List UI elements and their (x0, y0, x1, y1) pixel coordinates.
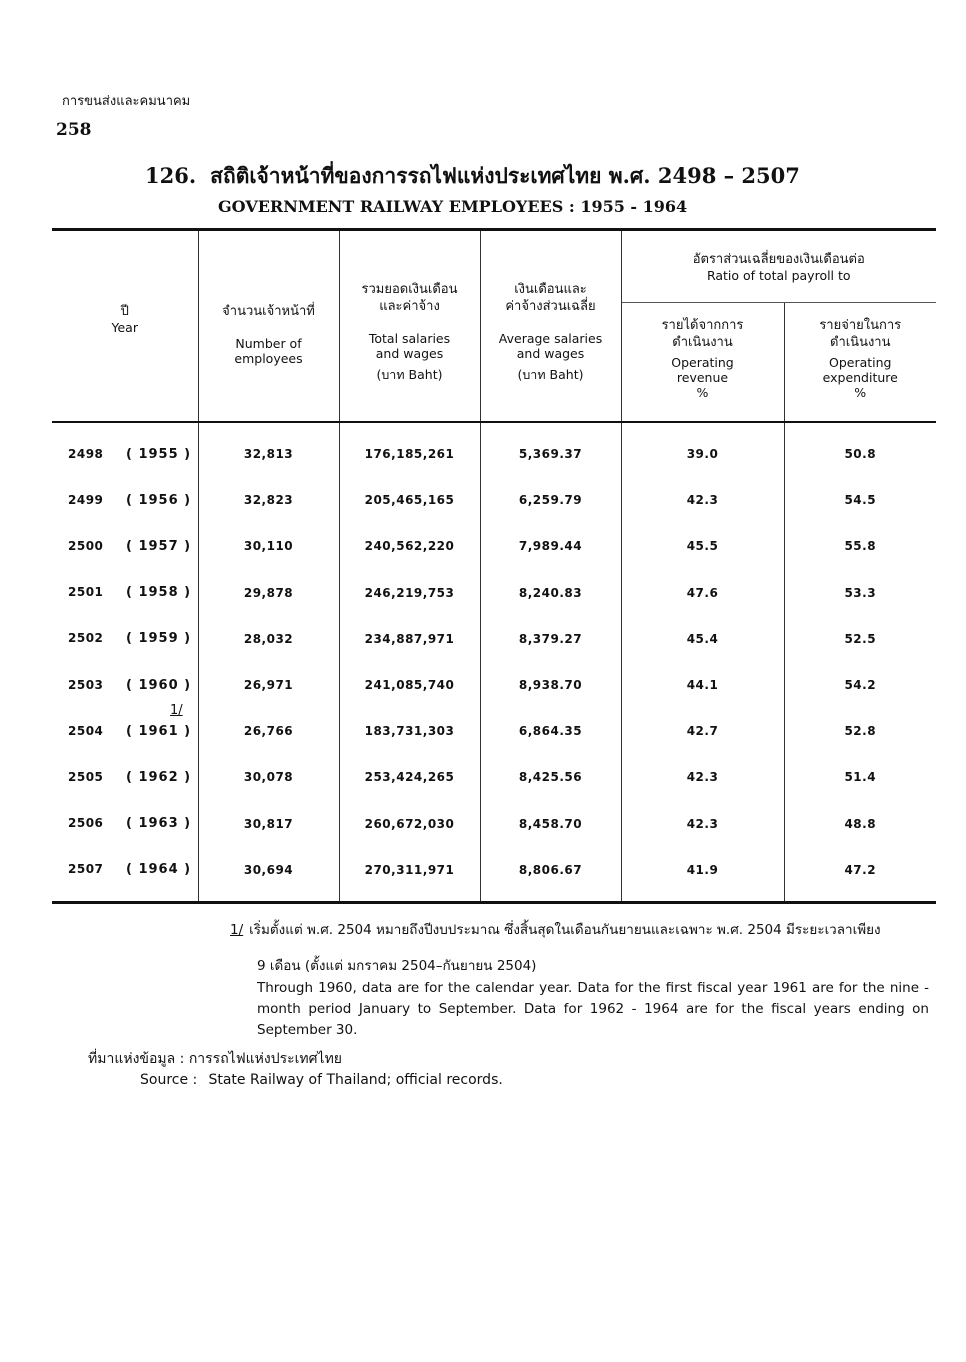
year-be: 2502 (68, 631, 104, 646)
cell-revenue: 42.7 (621, 708, 784, 754)
cell-year (52, 801, 198, 847)
cell-average: 8,806.67 (480, 847, 621, 903)
col-ratio-group-header: อัตราส่วนเฉลี่ยของเงินเดือนต่อ Ratio of total payroll to (621, 230, 936, 303)
cell-expenditure: 48.8 (784, 801, 936, 847)
cell-expenditure: 51.4 (784, 754, 936, 800)
cell-employees: 30,694 (198, 847, 339, 903)
cell-average: 8,458.70 (480, 801, 621, 847)
year-ad: ( 1961 ) (126, 723, 192, 739)
cell-employees: 26,971 (198, 662, 339, 708)
cell-year (52, 847, 198, 903)
year-ad: ( 1959 ) (126, 631, 192, 647)
cell-year (52, 662, 198, 708)
col-employees-header: จำนวนเจ้าหน้าที่ Number of employees (198, 230, 339, 423)
cell-average: 7,989.44 (480, 523, 621, 569)
year-be: 2504 (68, 723, 104, 738)
table-title-english: GOVERNMENT RAILWAY EMPLOYEES : 1955 - 1964 (218, 197, 688, 216)
table-row (52, 708, 936, 754)
source-english-value: State Railway of Thailand; official records. (208, 1072, 503, 1088)
cell-employees: 32,823 (198, 477, 339, 523)
year-be: 2498 (68, 446, 104, 461)
cell-total: 270,311,971 (339, 847, 480, 903)
year-be: 2501 (68, 585, 104, 600)
year-ad: ( 1955 ) (126, 446, 192, 462)
cell-average: 5,369.37 (480, 422, 621, 477)
cell-expenditure: 54.5 (784, 477, 936, 523)
year-ad: ( 1963 ) (126, 816, 192, 832)
year-be: 2505 (68, 769, 104, 784)
cell-total: 234,887,971 (339, 616, 480, 662)
table-row (52, 847, 936, 903)
cell-total: 183,731,303 (339, 708, 480, 754)
cell-employees: 30,110 (198, 523, 339, 569)
cell-employees: 30,078 (198, 754, 339, 800)
col-expenditure-header: รายจ่ายในการ ดำเนินงาน Operating expenditure % (784, 303, 936, 423)
cell-revenue: 42.3 (621, 754, 784, 800)
cell-revenue: 45.5 (621, 523, 784, 569)
year-ad: ( 1958 ) (126, 585, 192, 601)
footnote-thai-line2: 9 เดือน (ตั้งแต่ มกราคม 2504–กันยายน 2504) (257, 958, 537, 974)
cell-average: 6,864.35 (480, 708, 621, 754)
col-average-header: เงินเดือนและ ค่าจ้างส่วนเฉลี่ย Average salaries and wages (บาท Baht) (480, 230, 621, 423)
footnote-english: Through 1960, data are for the calendar year. Data for the first fiscal year 1961 are for the nine - month period January to September. Data for 1962 - 1964 are for the fiscal years ending on September 30. (257, 980, 929, 1038)
col-year-header: ปี Year (52, 230, 198, 423)
year-ad: ( 1962 ) (126, 769, 192, 785)
cell-average: 8,938.70 (480, 662, 621, 708)
year-be: 2506 (68, 816, 104, 831)
cell-total: 246,219,753 (339, 570, 480, 616)
year-ad: ( 1960 ) (126, 677, 192, 693)
running-header: การขนส่งและคมนาคม (62, 94, 191, 109)
table-title-thai (145, 160, 800, 193)
cell-revenue: 45.4 (621, 616, 784, 662)
table-row (52, 477, 936, 523)
cell-average: 6,259.79 (480, 477, 621, 523)
col-total-header: รวมยอดเงินเดือน และค่าจ้าง Total salaries and wages (บาท Baht) (339, 230, 480, 423)
cell-revenue: 42.3 (621, 801, 784, 847)
cell-total: 253,424,265 (339, 754, 480, 800)
cell-expenditure: 52.8 (784, 708, 936, 754)
table-number: 126. (145, 163, 197, 188)
table-row (52, 422, 936, 477)
source-thai (88, 1048, 342, 1070)
cell-average: 8,425.56 (480, 754, 621, 800)
cell-year (52, 422, 198, 477)
cell-total: 205,465,165 (339, 477, 480, 523)
source-english (140, 1072, 503, 1088)
cell-total: 260,672,030 (339, 801, 480, 847)
source-thai-label: ที่มาแห่งข้อมูล : (88, 1051, 185, 1067)
year-be: 2499 (68, 492, 104, 507)
footnote-marker-1961: 1/ (170, 703, 183, 718)
year-be: 2507 (68, 862, 104, 877)
cell-year (52, 523, 198, 569)
cell-expenditure: 52.5 (784, 616, 936, 662)
cell-employees: 26,766 (198, 708, 339, 754)
employees-table (52, 228, 936, 904)
cell-revenue: 44.1 (621, 662, 784, 708)
table-row (52, 754, 936, 800)
table-row (52, 801, 936, 847)
table-row (52, 616, 936, 662)
cell-expenditure: 55.8 (784, 523, 936, 569)
cell-year (52, 570, 198, 616)
cell-revenue: 39.0 (621, 422, 784, 477)
title-thai-text: สถิติเจ้าหน้าที่ของการรถไฟแห่งประเทศไทย พ.ศ. 2498 – 2507 (210, 163, 800, 188)
footnote-thai-line1 (230, 920, 930, 941)
cell-expenditure: 54.2 (784, 662, 936, 708)
footnote-thai-text: เริ่มตั้งแต่ พ.ศ. 2504 หมายถึงปีงบประมาณ ซึ่งสิ้นสุดในเดือนกันยายนและเฉพาะ พ.ศ. 2504 มีระยะเวลาเพียง (249, 922, 881, 938)
year-ad: ( 1964 ) (126, 862, 192, 878)
cell-employees: 28,032 (198, 616, 339, 662)
year-ad: ( 1957 ) (126, 538, 192, 554)
cell-total: 240,562,220 (339, 523, 480, 569)
year-be: 2500 (68, 538, 104, 553)
cell-revenue: 41.9 (621, 847, 784, 903)
footnote-mark: 1/ (230, 922, 244, 938)
cell-expenditure: 53.3 (784, 570, 936, 616)
col-revenue-header: รายได้จากการ ดำเนินงาน Operating revenue % (621, 303, 784, 423)
source-english-label: Source : (140, 1072, 198, 1088)
year-be: 2503 (68, 677, 104, 692)
cell-revenue: 47.6 (621, 570, 784, 616)
cell-employees: 30,817 (198, 801, 339, 847)
cell-year (52, 754, 198, 800)
cell-total: 241,085,740 (339, 662, 480, 708)
cell-year (52, 477, 198, 523)
year-ad: ( 1956 ) (126, 492, 192, 508)
cell-average: 8,240.83 (480, 570, 621, 616)
table-row (52, 662, 936, 708)
cell-total: 176,185,261 (339, 422, 480, 477)
table-row (52, 570, 936, 616)
source-thai-value: การรถไฟแห่งประเทศไทย (188, 1051, 343, 1067)
page-number: 258 (56, 120, 92, 140)
cell-employees: 29,878 (198, 570, 339, 616)
cell-average: 8,379.27 (480, 616, 621, 662)
table-row (52, 523, 936, 569)
cell-revenue: 42.3 (621, 477, 784, 523)
cell-employees: 32,813 (198, 422, 339, 477)
cell-expenditure: 50.8 (784, 422, 936, 477)
cell-year (52, 616, 198, 662)
cell-expenditure: 47.2 (784, 847, 936, 903)
